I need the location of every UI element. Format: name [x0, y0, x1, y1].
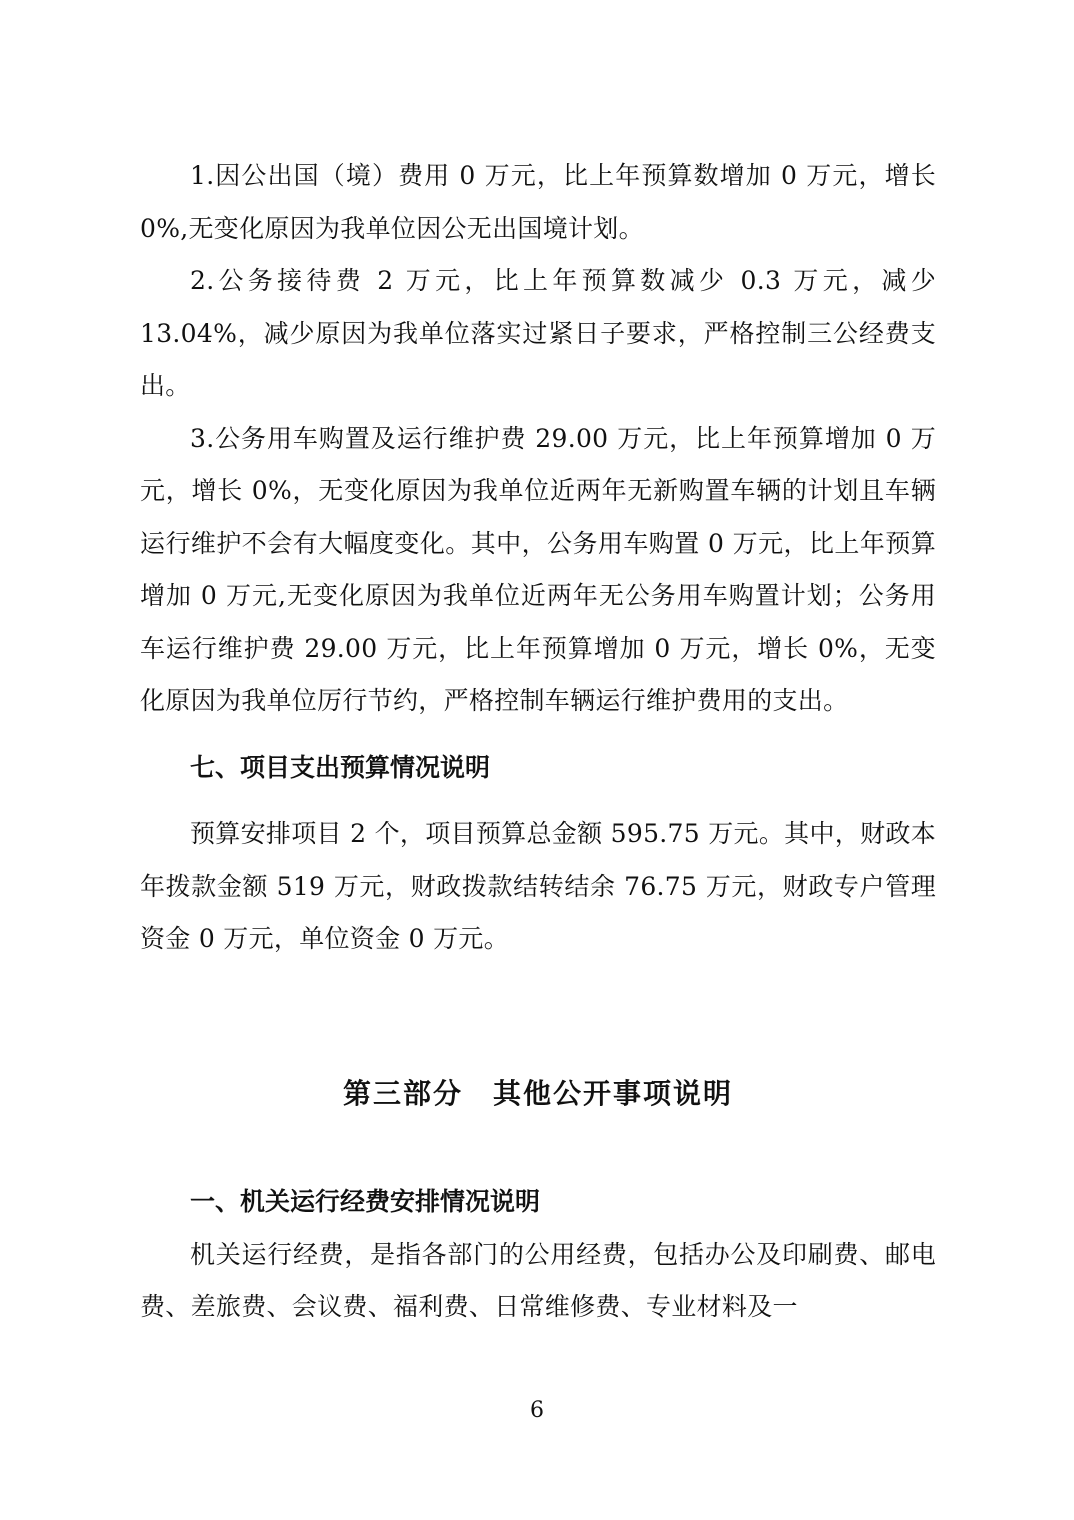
part-title: 第三部分 其他公开事项说明 — [342, 1076, 733, 1110]
paragraph-vehicle-fee: 3.公务用车购置及运行维护费 29.00 万元，比上年预算增加 0 万元，增长 0%，无变化原因为我单位近两年无新购置车辆的计划且车辆运行维护不会有大幅度变化。其中，公务用车购置 0 万元，比上年预算增加 0 万元,无变化原因为我单位近两年无公务用车购置计划；公务用车运行维护费 29.00 万元，比上年预算增加 0 万元，增长 0%，无变化原因为我单位厉行节约，严格控制车辆运行维护费用的支出。 — [140, 423, 936, 715]
section-heading-operating-expense: 一、机关运行经费安排情况说明 — [190, 1187, 541, 1216]
paragraph-project-expense: 预算安排项目 2 个，项目预算总金额 595.75 万元。其中，财政本年拨款金额 519 万元，财政拨款结转结余 76.75 万元，财政专户管理资金 0 万元，单位资金 0 万元。 — [140, 819, 936, 953]
section-heading-project-expense: 七、项目支出预算情况说明 — [190, 752, 491, 782]
paragraph-operating-expense: 机关运行经费，是指各部门的公用经费，包括办公及印刷费、邮电费、差旅费、会议费、福利费、日常维修费、专业材料及一 — [140, 1239, 936, 1321]
page-number: 6 — [530, 1398, 544, 1423]
spacer — [140, 1120, 936, 1176]
document-page — [140, 150, 936, 1334]
paragraph-overseas-travel: 1.因公出国（境）费用 0 万元，比上年预算数增加 0 万元，增长 0%,无变化原因为我单位因公无出国境计划。 — [140, 161, 936, 243]
spacer — [140, 966, 936, 1068]
paragraph-reception-fee: 2.公务接待费 2 万元，比上年预算数减少 0.3 万元，减少 13.04%，减少原因为我单位落实过紧日子要求，严格控制三公经费支出。 — [140, 266, 936, 400]
